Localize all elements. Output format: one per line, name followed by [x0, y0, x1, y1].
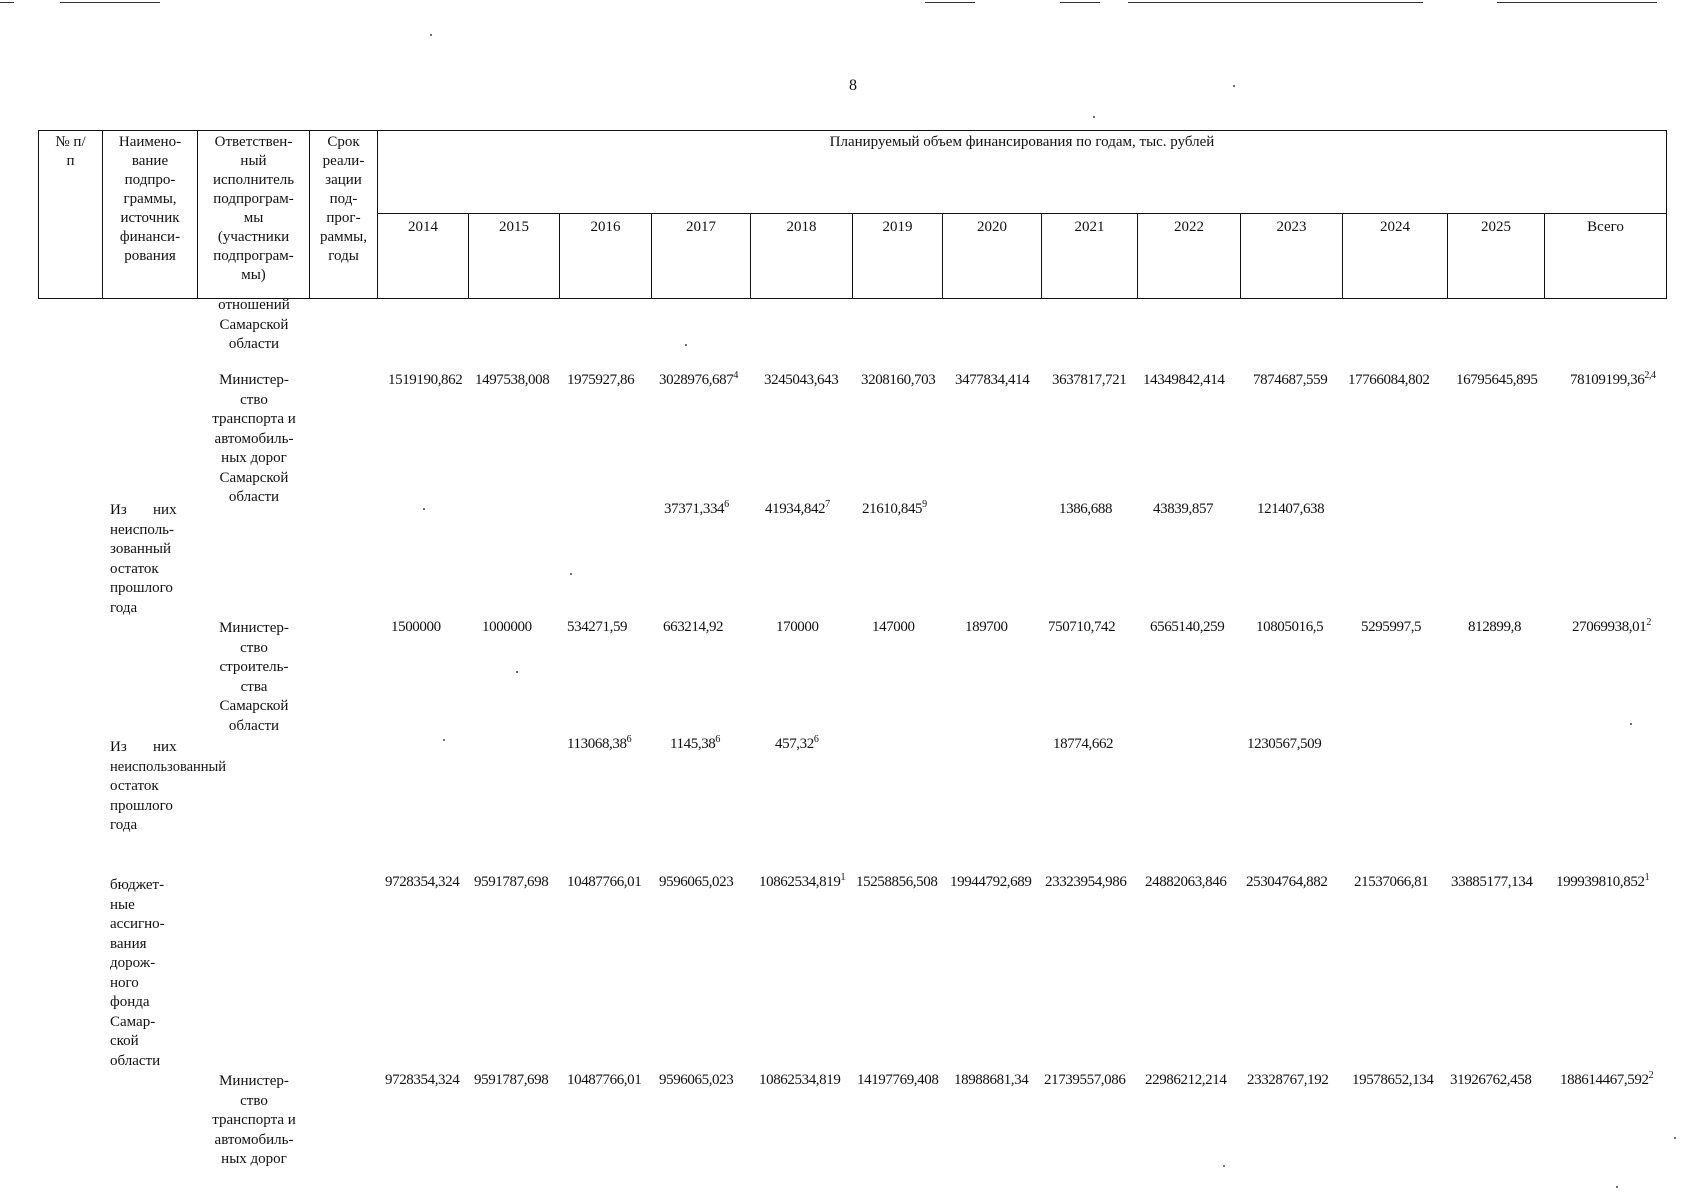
row6-executor: Министер- ство транспорта и автомобиль- ных дорог [212, 1073, 296, 1167]
page-number: 8 [849, 77, 857, 94]
header-col-name: Наимено- вание подпро- граммы, источник финанси- рования [103, 131, 198, 299]
row1-value-2019: 3208160,703 [861, 372, 936, 388]
row6-value-2015: 9591787,698 [474, 1072, 549, 1088]
row5-value-2021: 23323954,986 [1045, 874, 1127, 890]
header-col-executor: Ответствен- ный исполнитель подпрограм- мы (участники подпрограм- мы) [198, 131, 310, 299]
row6-value-2019: 14197769,408 [857, 1072, 939, 1088]
row3-value-2015: 1000000 [482, 619, 532, 635]
row6-value-2025: 31926762,458 [1450, 1072, 1532, 1088]
scan-speck [570, 573, 572, 575]
row2-value-2019: 21610,845$^9$ [862, 499, 927, 517]
row4-value-2016: 113068,38$^6$ [567, 734, 632, 752]
row3-value-total: 27069938,01$^2$ [1572, 617, 1651, 635]
row5-value-2014: 9728354,324 [385, 874, 460, 890]
row6-value-2016: 10487766,01 [567, 1072, 642, 1088]
header-year: 2024 [1343, 214, 1448, 299]
header-year: 2019 [853, 214, 943, 299]
row3-value-2025: 812899,8 [1468, 619, 1522, 635]
header-year: 2020 [943, 214, 1042, 299]
row1-value-2023: 7874687,559 [1253, 372, 1328, 388]
row5-value-2018: 10862534,819$^1$ [759, 872, 846, 890]
row1-value-2025: 16795645,895 [1456, 372, 1538, 388]
row3-value-2023: 10805016,5 [1256, 619, 1324, 635]
row5-value-2020: 19944792,689 [950, 874, 1032, 890]
header-year: 2021 [1042, 214, 1138, 299]
header-planned-financing: Планируемый объем финансирования по годам, тыс. рублей [378, 131, 1667, 214]
row5-value-2023: 25304764,882 [1246, 874, 1328, 890]
row1-value-2024: 17766084,802 [1348, 372, 1430, 388]
row6-value-total: 188614467,592$^2$ [1560, 1070, 1654, 1088]
row2-value-2023: 121407,638 [1257, 501, 1325, 517]
header-year: 2015 [469, 214, 560, 299]
row3-value-2022: 6565140,259 [1150, 619, 1225, 635]
row1-value-2017: 3028976,687$^4$ [659, 370, 738, 388]
row4-value-2023: 1230567,509 [1247, 736, 1322, 752]
row5-value-2022: 24882063,846 [1145, 874, 1227, 890]
row6-value-2021: 21739557,086 [1044, 1072, 1126, 1088]
row3-value-2021: 750710,742 [1048, 619, 1116, 635]
row3-value-2020: 189700 [965, 619, 1008, 635]
row4-value-2018: 457,32$^6$ [775, 734, 819, 752]
header-year: 2023 [1241, 214, 1343, 299]
row5-value-2015: 9591787,698 [474, 874, 549, 890]
row5-value-total: 199939810,852$^1$ [1556, 872, 1650, 890]
scan-speck [1616, 1186, 1618, 1188]
row1-value-2022: 14349842,414 [1143, 372, 1225, 388]
header-year: 2022 [1138, 214, 1241, 299]
header-col-term: Срок реали- зации под- прог- раммы, годы [310, 131, 378, 299]
row1-value-2014: 1519190,862 [388, 372, 463, 388]
scan-speck [685, 344, 687, 346]
row3-value-2016: 534271,59 [567, 619, 628, 635]
header-year: 2018 [751, 214, 853, 299]
scan-speck [1674, 1137, 1676, 1139]
row2-value-2017: 37371,334$^6$ [664, 499, 729, 517]
row1-executor: Министер- ство транспорта и автомобиль- ных дорог Самарской области [212, 372, 296, 505]
row6-value-2024: 19578652,134 [1352, 1072, 1434, 1088]
row1-value-2020: 3477834,414 [955, 372, 1030, 388]
header-year: 2016 [560, 214, 652, 299]
row3-value-2024: 5295997,5 [1361, 619, 1422, 635]
header-year: 2014 [378, 214, 469, 299]
row3-value-2017: 663214,92 [663, 619, 724, 635]
header-year-total: Всего [1545, 214, 1667, 299]
scan-speck [423, 508, 425, 510]
row2-value-2021: 1386,688 [1059, 501, 1113, 517]
row5-value-2016: 10487766,01 [567, 874, 642, 890]
table-header [38, 130, 1667, 299]
row6-value-2017: 9596065,023 [659, 1072, 734, 1088]
row4-value-2021: 18774,662 [1053, 736, 1114, 752]
row6-value-2023: 23328767,192 [1247, 1072, 1329, 1088]
header-year: 2025 [1448, 214, 1545, 299]
scan-speck [443, 739, 445, 741]
scan-speck [430, 34, 432, 36]
header-col-number: № п/п [39, 131, 103, 299]
row1-value-2015: 1497538,008 [475, 372, 550, 388]
row3-executor: Министер- ство строитель- ства Самарской области [219, 620, 289, 734]
row6-value-2018: 10862534,819 [759, 1072, 841, 1088]
row2-name: Из них неисполь- зованный остаток прошлого года [110, 502, 177, 616]
scan-speck [1223, 1165, 1225, 1167]
row3-value-2018: 170000 [776, 619, 819, 635]
row1-value-2018: 3245043,643 [764, 372, 839, 388]
row1-value-total: 78109199,36$^{2,4}$ [1570, 370, 1656, 388]
scan-speck [516, 671, 518, 673]
row0-executor: отношений Самарской области [218, 297, 290, 352]
row2-value-2018: 41934,842$^7$ [765, 499, 830, 517]
scan-speck [1630, 723, 1632, 725]
row2-value-2022: 43839,857 [1153, 501, 1214, 517]
row6-value-2014: 9728354,324 [385, 1072, 460, 1088]
row3-value-2014: 1500000 [391, 619, 441, 635]
row5-value-2019: 15258856,508 [856, 874, 938, 890]
row5-value-2017: 9596065,023 [659, 874, 734, 890]
row4-name: Из них неиспользованный остаток прошлого года [110, 739, 227, 833]
row1-value-2021: 3637817,721 [1052, 372, 1127, 388]
row6-value-2022: 22986212,214 [1145, 1072, 1227, 1088]
row4-value-2017: 1145,38$^6$ [670, 734, 721, 752]
row5-name: бюджет- ные ассигно- вания дорож- ного фонда Самар- ской области [110, 877, 165, 1069]
scan-top-edge [0, 0, 1699, 8]
scan-speck [1233, 85, 1235, 87]
scan-speck [1093, 116, 1095, 118]
header-year: 2017 [652, 214, 751, 299]
row5-value-2025: 33885177,134 [1451, 874, 1533, 890]
row5-value-2024: 21537066,81 [1354, 874, 1429, 890]
row3-value-2019: 147000 [872, 619, 915, 635]
row1-value-2016: 1975927,86 [567, 372, 635, 388]
row6-value-2020: 18988681,34 [954, 1072, 1029, 1088]
